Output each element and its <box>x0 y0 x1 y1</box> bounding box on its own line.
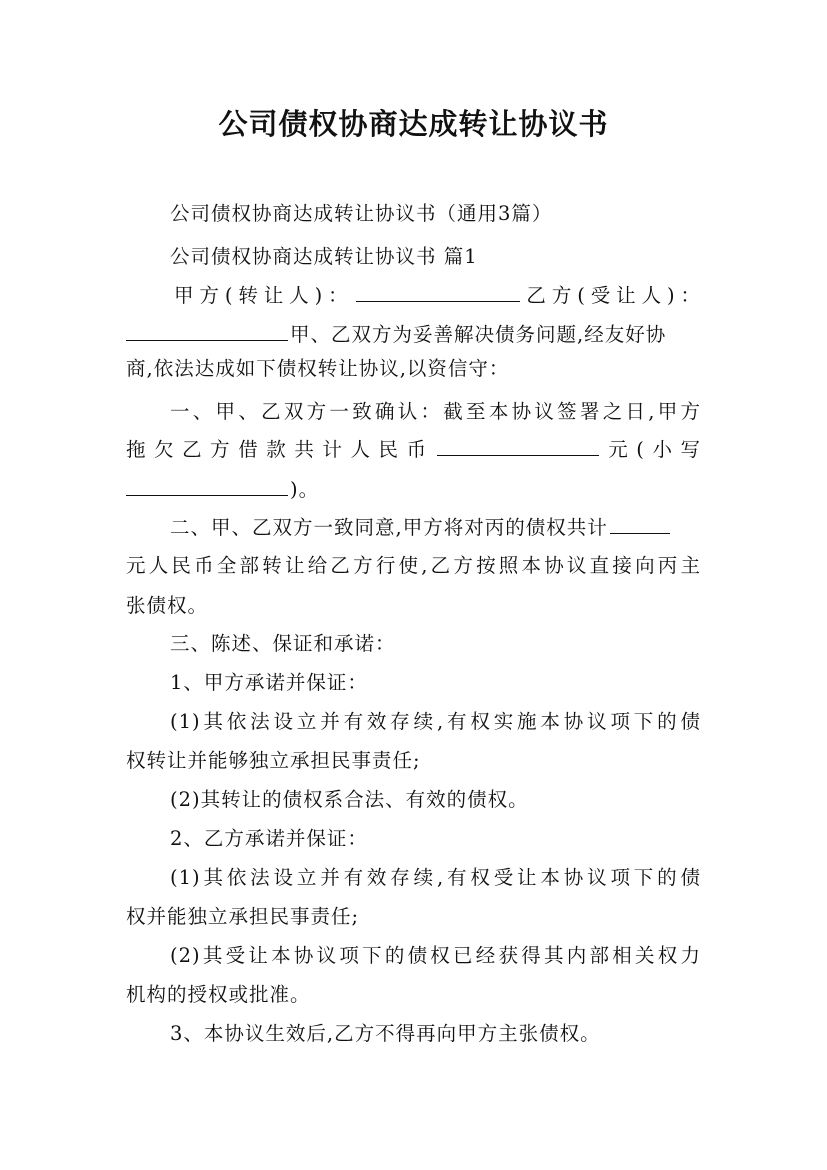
paragraph-line: 商,依法达成如下债权转让协议,以资信守： <box>126 357 510 380</box>
paragraph-line: 元人民币全部转让给乙方行使,乙方按照本协议直接向丙主 <box>126 554 701 577</box>
clause-heading: 1、甲方承诺并保证： <box>170 671 368 694</box>
paragraph-line: 3、本协议生效后,乙方不得再向甲方主张债权。 <box>170 1022 601 1045</box>
paragraph-line: 甲、乙双方为妥善解决债务问题,经友好协 <box>126 319 701 347</box>
blank-field <box>437 454 599 456</box>
paragraph-line: 权转让并能够独立承担民事责任; <box>126 749 421 772</box>
paragraph-line: (2)其受让本协议项下的债权已经获得其内部相关权力 <box>170 944 701 967</box>
document-title: 公司债权协商达成转让协议书 <box>218 107 609 141</box>
paragraph-line: (2)其转让的债权系合法、有效的债权。 <box>170 788 529 811</box>
paragraph-line: 一、甲、乙双方一致确认：截至本协议签署之日,甲方 <box>170 400 701 423</box>
party-a-label: 甲方(转让人)： <box>174 284 354 307</box>
party-line <box>174 280 701 308</box>
blank-field <box>610 532 670 534</box>
paragraph-line: )。 <box>126 474 701 502</box>
paragraph-line: (1)其依法设立并有效存续,有权实施本协议项下的债 <box>170 710 701 733</box>
paragraph-line: 二、甲、乙双方一致同意,甲方将对丙的债权共计 <box>170 512 701 540</box>
blank-field <box>126 494 288 496</box>
paragraph-line: 机构的授权或批准。 <box>126 983 311 1006</box>
section-heading: 三、陈述、保证和承诺： <box>170 632 396 655</box>
party-b-label: 乙方(受让人)： <box>521 284 701 307</box>
section-heading: 公司债权协商达成转让协议书 篇1 <box>170 245 478 268</box>
paragraph-line: 拖欠乙方借款共计人民币 元(小写 <box>126 438 701 461</box>
blank-field <box>126 339 288 341</box>
clause-heading: 2、乙方承诺并保证： <box>170 827 368 850</box>
blank-field <box>356 300 520 302</box>
paragraph-line: (1)其依法设立并有效存续,有权受让本协议项下的债 <box>170 866 701 889</box>
paragraph-line: 权并能独立承担民事责任; <box>126 905 360 928</box>
subtitle-line: 公司债权协商达成转让协议书（通用3篇） <box>170 202 553 225</box>
paragraph-line: 张债权。 <box>126 594 209 617</box>
